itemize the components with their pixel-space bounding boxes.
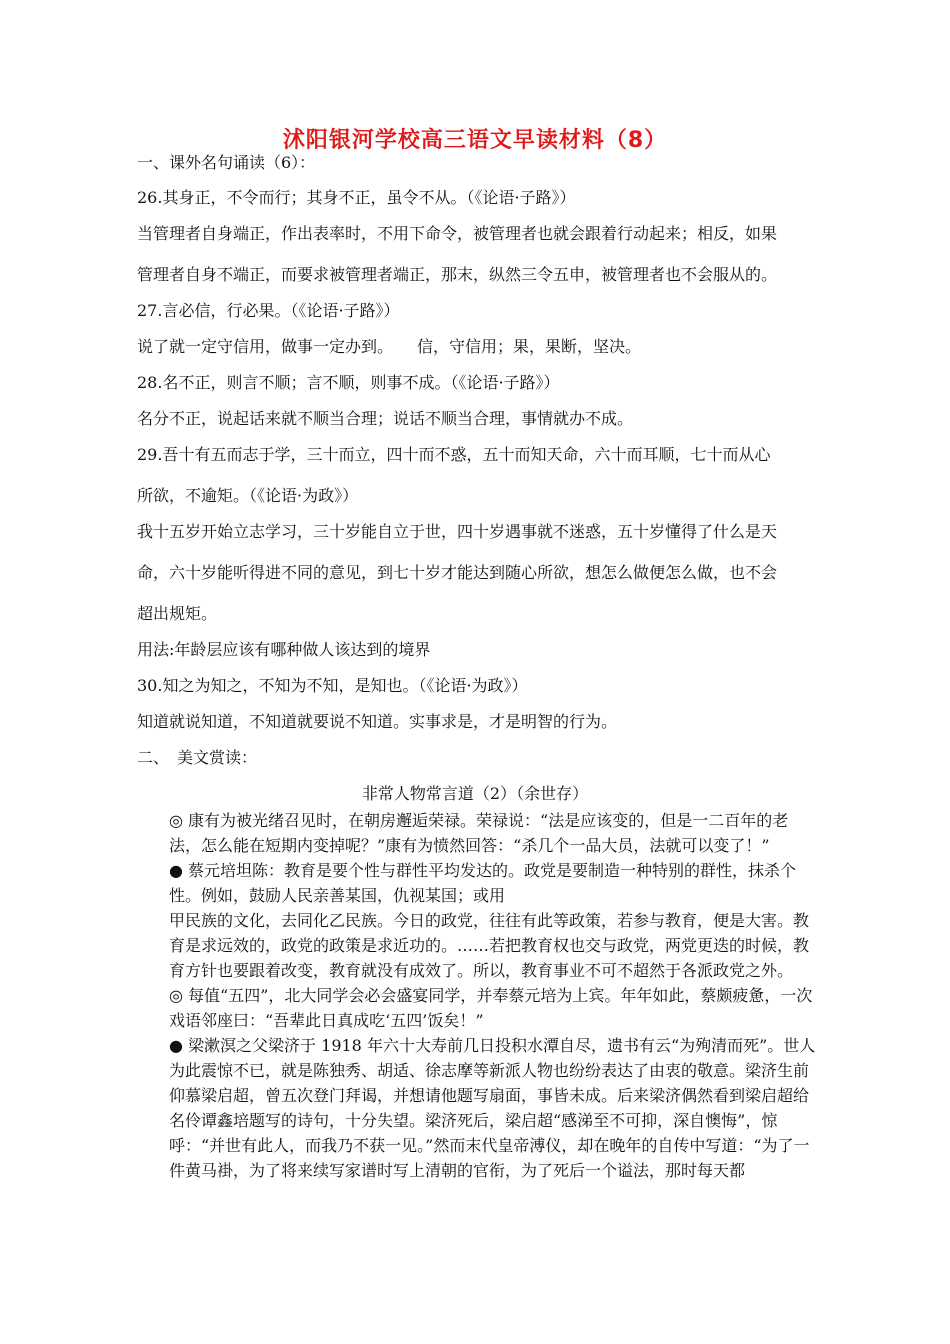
quote-26: 26.其身正，不令而行；其身不正，虽令不从。（《论语·子路》） xyxy=(137,188,576,207)
explanation-line: 名分不正，说起话来就不顺当合理；说话不顺当合理，事情就办不成。 xyxy=(137,409,634,428)
explanation-line: 管理者自身不端正，而要求被管理者端正，那末，纵然三令五申，被管理者也不会服从的。 xyxy=(137,265,778,284)
explanation-line: 超出规矩。 xyxy=(137,604,218,623)
section-heading-2: 二、 美文赏读： xyxy=(137,748,258,767)
quote-28: 28.名不正，则言不顺；言不顺，则事不成。（《论语·子路》） xyxy=(137,373,560,392)
article-paragraph: 甲民族的文化，去同化乙民族。今日的政党，往往有此等政策，若参与教育，便是大害。教育是求远效的，政党的政策是求近功的。……若把教育权也交与政党，两党更迭的时候，教育方针也要跟着改变，教育就没有成效了。所以，教育事业不可不超然于各派政党之外。 xyxy=(169,911,810,980)
quote-30: 30.知之为知之，不知为不知，是知也。（《论语·为政》） xyxy=(137,676,528,695)
article-body xyxy=(137,808,817,1183)
quote-27: 27.言必信，行必果。（《论语·子路》） xyxy=(137,301,400,320)
explanation-line: 说了就一定守信用，做事一定办到。 信，守信用；果，果断，坚决。 xyxy=(137,337,642,356)
article-paragraph: ● 梁漱溟之父梁济于 1918 年六十大寿前几日投积水潭自尽，遗书有云“为殉清而死”。世人为此震惊不已，就是陈独秀、胡适、徐志摩等新派人物也纷纷表达了由衷的敬意。梁济生前仰慕梁启超，曾五次登门拜谒，并想请他题写扇面，事皆未成。后来梁济偶然看到梁启超给名伶谭鑫培题写的诗句，十分失望。梁济死后，梁启超“感涕至不可抑，深自懊悔”，惊呼：“并世有此人，而我乃不获一见。”然而末代皇帝溥仪，却在晚年的自传中写道：“为了一件黄马褂，为了将来续写家谱时写上清朝的官衔，为了死后一个谥法，那时每天都 xyxy=(169,1036,816,1180)
quote-29-cont: 所欲，不逾矩。（《论语·为政》） xyxy=(137,486,359,505)
article-paragraph: ◎ 每值“五四”，北大同学会必会盛宴同学，并奉蔡元培为上宾。年年如此，蔡颇疲惫，一次戏语邻座曰：“吾辈此日真成吃‘五四’饭矣！” xyxy=(169,986,813,1030)
article-paragraph: ● 蔡元培坦陈：教育是要个性与群性平均发达的。政党是要制造一种特别的群性，抹杀个性。例如，鼓励人民亲善某国，仇视某国；或用 xyxy=(169,861,797,905)
article-paragraph: ◎ 康有为被光绪召见时，在朝房邂逅荣禄。荣禄说：“法是应该变的，但是一二百年的老法，怎么能在短期内变掉呢？”康有为愤然回答：“杀几个一品大员，法就可以变了！” xyxy=(169,811,789,855)
explanation-line: 我十五岁开始立志学习，三十岁能自立于世，四十岁遇事就不迷惑，五十岁懂得了什么是天 xyxy=(137,522,778,541)
explanation-line: 知道就说知道，不知道就要说不知道。实事求是，才是明智的行为。 xyxy=(137,712,618,731)
article-title: 非常人物常言道（2）（余世存） xyxy=(361,784,589,803)
quote-29: 29.吾十有五而志于学，三十而立，四十而不惑，五十而知天命，六十而耳顺，七十而从心 xyxy=(137,445,771,464)
explanation-line: 命，六十岁能听得进不同的意见，到七十岁才能达到随心所欲，想怎么做便怎么做，也不会 xyxy=(137,563,778,582)
explanation-line: 当管理者自身端正，作出表率时，不用下命令，被管理者也就会跟着行动起来；相反，如果 xyxy=(137,224,778,243)
usage-line: 用法:年龄层应该有哪种做人该达到的境界 xyxy=(137,640,431,659)
document-title: 沭阳银河学校高三语文早读材料（8） xyxy=(282,128,668,153)
section-heading-1: 一、课外名句诵读（6）： xyxy=(137,153,316,172)
